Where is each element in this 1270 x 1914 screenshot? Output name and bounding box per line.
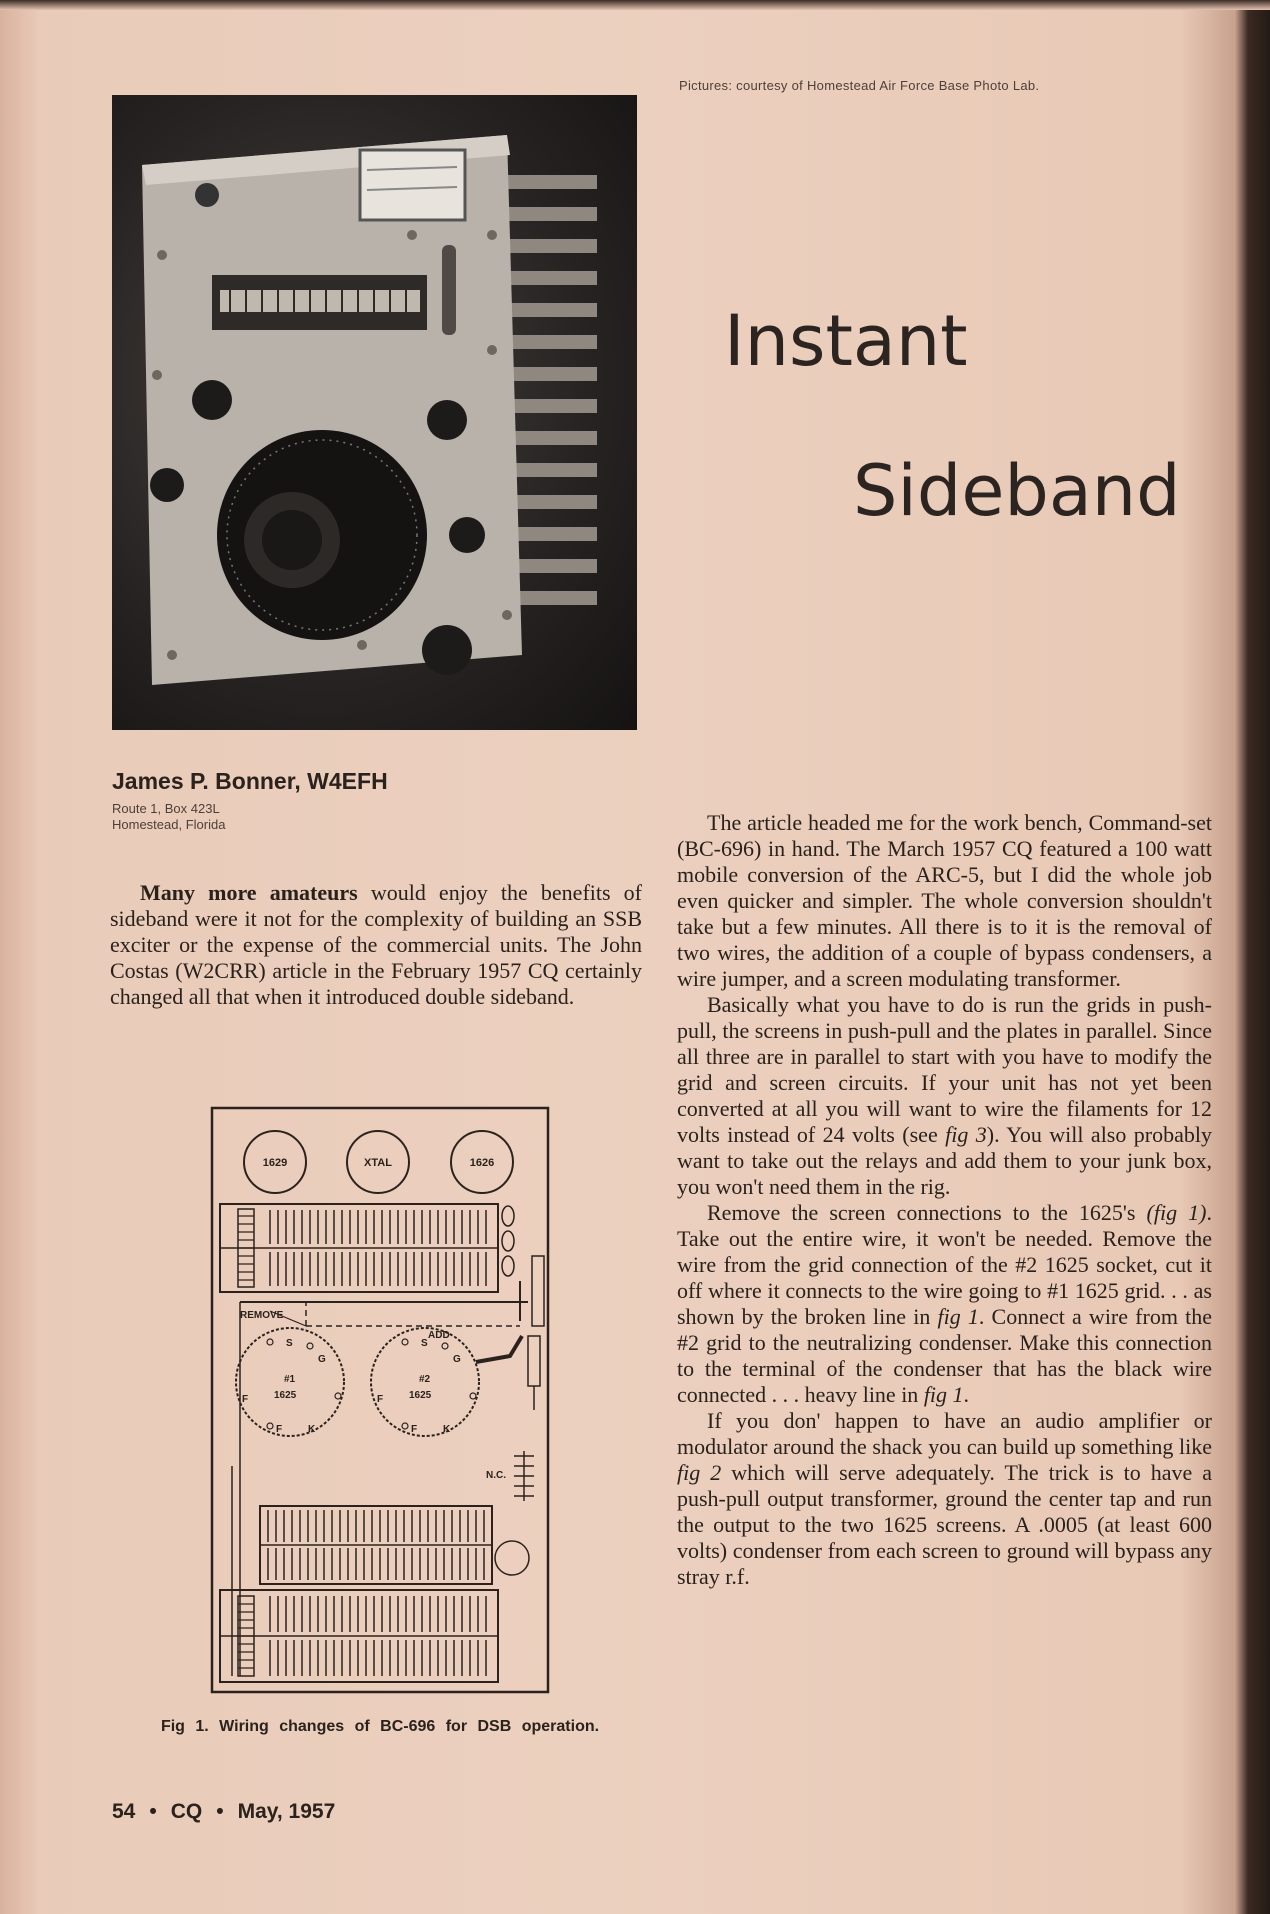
wiring-diagram-drawing xyxy=(210,1106,550,1694)
page-number: 54 xyxy=(112,1800,136,1823)
wiring-diagram xyxy=(210,1106,550,1694)
body-paragraph-1: The article headed me for the work bench, Command-set (BC-696) in hand. The March 1957 CQ featured a 100 watt mobile conversion of the ARC-5, but I did the whole job even quicker and simpler. The whole conversion shouldn't take but a few minutes. All there is to it is the removal of two wires, the addition of a couple of bypass condensers, a wire jumper, and a screen modulating transformer. xyxy=(677,810,1212,991)
pin-s-2: S xyxy=(421,1338,428,1349)
tube-label-xtal: XTAL xyxy=(364,1157,392,1169)
remove-label: REMOVE xyxy=(240,1310,284,1321)
issue-date: May, 1957 xyxy=(237,1800,336,1823)
article-title-line-1: Instant xyxy=(724,300,968,382)
socket-2-tube: 1625 xyxy=(409,1390,432,1401)
tube-label-1629: 1629 xyxy=(262,1157,288,1169)
pin-f-2: F xyxy=(377,1394,384,1405)
body-paragraph-3: Remove the screen connections to the 1625's (fig 1). Take out the entire wire, it won't be needed. Remove the wire from the grid connection of the #2 1625 socket, cut it off where it connects to the wire going to #1 1625 grid. . . as shown by the broken line in fig 1. Connect a wire from the #2 grid to the neutralizing condenser. Make this connection to the terminal of the condenser that has the black wire connected . . . heavy line in fig 1. xyxy=(677,1200,1212,1407)
figure-caption: Fig 1. Wiring changes of BC-696 for DSB operation. xyxy=(160,1718,600,1735)
author-address-line-2: Homestead, Florida xyxy=(112,817,226,832)
add-label: ADD xyxy=(428,1330,450,1341)
intro-paragraph xyxy=(110,880,642,1010)
author-name: James P. Bonner, W4EFH xyxy=(112,768,388,794)
transmitter-illustration xyxy=(112,95,637,730)
photo-credit: Pictures: courtesy of Homestead Air Force Base Photo Lab. xyxy=(679,78,1040,93)
body-paragraph-2: Basically what you have to do is run the grids in push-pull, the screens in push-pull and the plates in parallel. Since all three are in parallel to start with you have to modify the grid and screen circuits. If your unit has not yet been converted at all you will want to wire the filaments for 12 volts instead of 24 volts (see fig 3). You will also probably want to take out the relays and add them to your junk box, you won't need them in the rig. xyxy=(677,992,1212,1199)
pin-f-2b: F xyxy=(411,1424,418,1435)
command-set-photo xyxy=(112,95,637,730)
intro-text: would enjoy the benefits of sideband were it not for the complexity of building an SSB exciter or the expense of the commercial units. The John Costas (W2CRR) article in the February 1957 CQ certainly changed all that when it introduced double sideband. xyxy=(110,880,643,1009)
tube-label-1626: 1626 xyxy=(469,1157,495,1169)
pin-s-1: S xyxy=(286,1338,293,1349)
pin-f-1: F xyxy=(242,1394,249,1405)
lead-in: Many more amateurs xyxy=(140,880,358,905)
body-paragraph-4: If you don' happen to have an audio amplifier or modulator around the shack you can build up something like fig 2 which will serve adequately. The trick is to have a push-pull output transformer, ground the center tap and run the output to the two 1625 screens. A .0005 (at least 600 volts) condenser from each screen to ground will bypass any stray r.f. xyxy=(677,1408,1212,1589)
page-folio xyxy=(112,1800,349,1824)
pin-k-1: K xyxy=(308,1424,316,1435)
folio-separator-1: • xyxy=(149,1800,157,1823)
article-title-line-2: Sideband xyxy=(853,450,1181,532)
author-address-line-1: Route 1, Box 423L xyxy=(112,801,220,816)
nc-label: N.C. xyxy=(486,1470,506,1481)
magazine-name: CQ xyxy=(170,1800,203,1823)
pin-g-1: G xyxy=(318,1354,326,1365)
pin-k-2: K xyxy=(443,1424,451,1435)
pin-f-1b: F xyxy=(276,1424,283,1435)
folio-separator-2: • xyxy=(216,1800,224,1823)
page-edge-shadow xyxy=(0,0,1270,10)
socket-1-number: #1 xyxy=(284,1374,296,1385)
pin-g-2: G xyxy=(453,1354,461,1365)
socket-1-tube: 1625 xyxy=(274,1390,297,1401)
socket-2-number: #2 xyxy=(419,1374,431,1385)
article-body-column xyxy=(677,810,1212,1590)
